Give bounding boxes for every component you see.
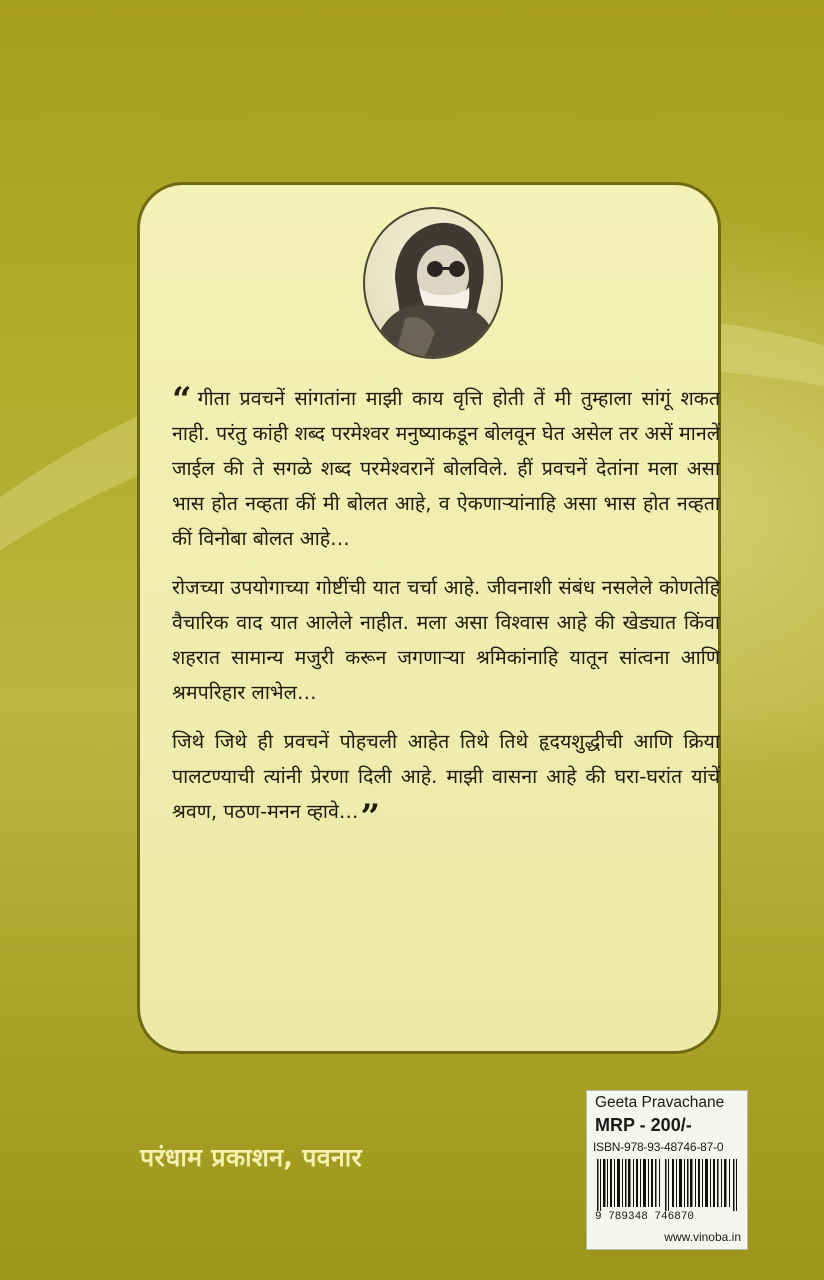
book-title-label: Geeta Pravachane	[595, 1094, 725, 1111]
website-label: www.vinoba.in	[664, 1230, 741, 1244]
open-quote-mark: “	[172, 380, 192, 420]
paragraph-text: गीता प्रवचनें सांगतांना माझी काय वृत्ति होती तें मी तुम्हाला सांगूं शकत नाही. परंतु कांही शब्द परमेश्वर मनुष्याकडून बोलवून घेत असेल तर असें मानलें जाईल की ते सगळे शब्द परमेश्वरानें बोलविले. हीं प्रवचनें देतांना मला असा भास होत नव्हता कीं मी बोलत आहे, व ऐकणाऱ्यांनाहि असा भास होत नव्हता कीं विनोबा बोलत आहे…	[172, 387, 720, 550]
close-quote-mark: ”	[360, 797, 381, 837]
quote-paragraph-2: रोजच्या उपयोगाच्या गोष्टींची यात चर्चा आहे. जीवनाशी संबंध नसलेले कोणतेहि वैचारिक वाद यात आलेले नाहीत. मला असा विश्वास आहे की खेड्यात किंवा शहरात सामान्य मजुरी करून जगणाऱ्या श्रमिकांनाहि यातून सांत्वना आणि श्रमपरिहार लाभेल…	[172, 576, 720, 704]
barcode-icon	[595, 1159, 743, 1211]
barcode-digits: 9 789348 746870	[595, 1211, 695, 1223]
quote-paragraph-1	[172, 381, 720, 556]
author-portrait	[363, 207, 503, 359]
paragraph-text: जिथे जिथे ही प्रवचनें पोहचली आहेत तिथे तिथे हृदयशुद्धीची आणि क्रिया पालटण्याची त्यांनी प्रेरणा दिली आहे. माझी वासना आहे की घरा-घरांत यांचें श्रवण, पठण-मनन व्हावे…	[172, 730, 720, 823]
publisher-name: परंधाम प्रकाशन, पवनार	[140, 1143, 363, 1172]
isbn-label: ISBN-978-93-48746-87-0	[593, 1140, 724, 1154]
price-sticker	[586, 1090, 748, 1250]
quote-paragraph-3	[172, 724, 720, 837]
quote-panel	[137, 182, 721, 1054]
mrp-label: MRP - 200/-	[595, 1115, 692, 1135]
quote-text	[172, 381, 720, 843]
